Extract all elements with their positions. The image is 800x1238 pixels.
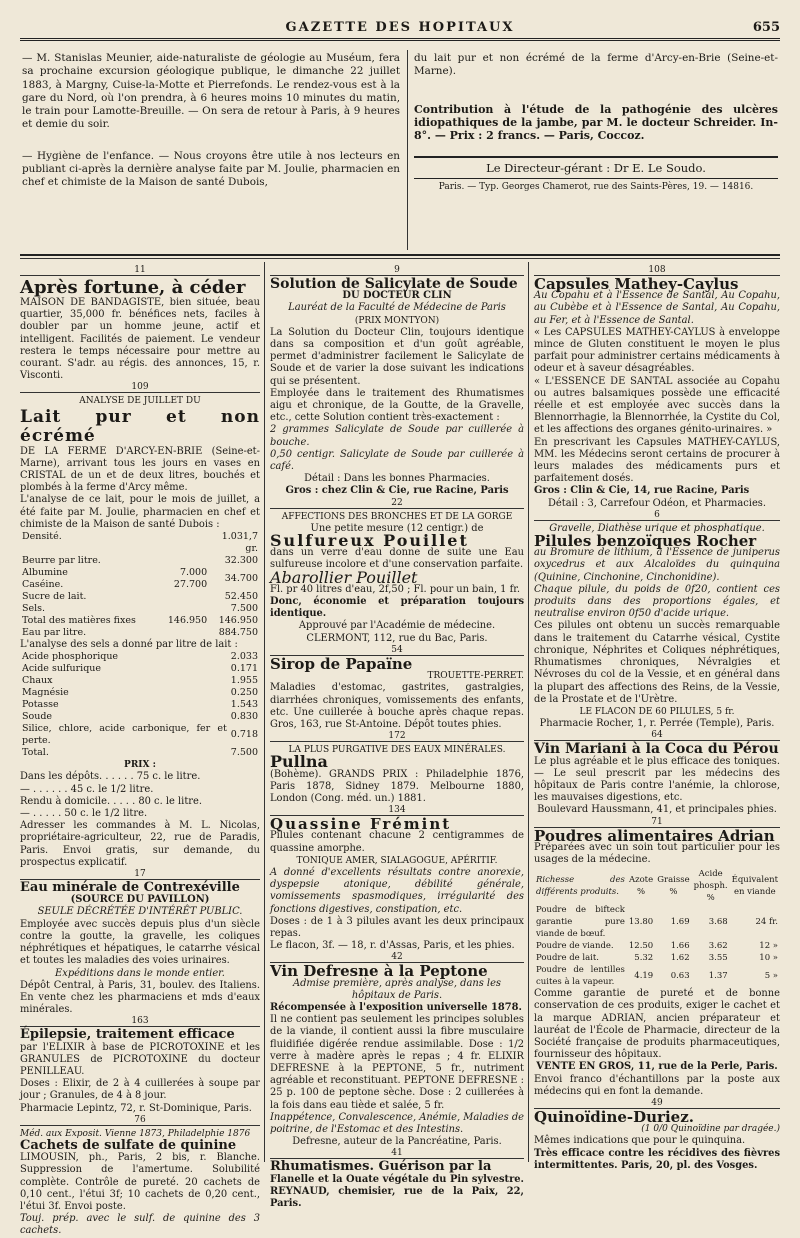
ad-body: Il ne contient pas seulement les principes solubles de la viande, il contient aussi la fibre musculaire fluidifiée digérée rendue assimilable. Dose : 1/2 verre à madère après le repas ; 4 fr. ELIXIR DEFRESNE à la PEPTONE, 5 fr., nutriment agréable et reconstituant. PEPTONE DEFRESNE : 25 p. 100 de peptone sèche. Dose : 2 cuillerées à la fois dans eau tiède et salée, 5 fr. [270, 1014, 524, 1111]
table-row: Sels. 7.500 [22, 603, 258, 615]
signature: Abarollier Pouillet [270, 567, 418, 587]
ad-body: Doses : de 1 à 3 pilules avant les deux principaux repas. [270, 915, 524, 939]
ad-subtitle: SEULE DÉCRÉTÉE D'INTÉRÊT PUBLIC. [37, 906, 243, 918]
ad-body-apres: MAISON DE BANDAGISTE, bien située, beau quartier, 35,000 fr. bénéfices nets, faciles à doubler par un homme jeune, actif et intelligent. Facilités de paiement. Le vendeur restera le temps nécessaire pour mettre au courant. S'adr. au régis. des annonces, 15, r. Visconti. [20, 297, 260, 382]
ad-body: Chaque pilule, du poids de 0f20, contient ces produits dans des proportions égales, et neutralise environ 0f50 d'acide urique. [534, 583, 780, 620]
ad-title-apres: Après fortune, à céder [20, 277, 246, 298]
ad-number: 108 [534, 265, 780, 276]
news-right [414, 52, 778, 194]
ad-body: 0,50 centigr. Salicylate de Soude par cuillerée à café. [270, 448, 524, 473]
ad-title-pullna: Pullna [270, 752, 328, 772]
ad-title-quassine: Quassine Frémint [270, 815, 452, 834]
salts-table [20, 651, 260, 759]
ad-subtitle: (SOURCE DU PAVILLON) [70, 894, 210, 906]
ad-title-sirop: Sirop de Papaïne [270, 654, 413, 673]
ad-body: A donné d'excellents résultats contre anorexie, dyspepsie atonique, débilité générale, vomissements spasmodiques, irrégularité des fonctions digestives, constipation, etc. [270, 866, 524, 915]
ad-body: TONIQUE AMER, SIALAGOGUE, APÉRITIF. [296, 855, 498, 866]
table-row: Poudre de bifteck garantie pure viande de bœuf. 13.80 1.69 3.68 24 fr. [536, 905, 778, 940]
ad-number: 71 [534, 817, 780, 828]
ad-body: « L'ESSENCE DE SANTAL associée au Copahu ou autres balsamiques possède une efficacité réelle et est employée avec succès dans la Blennorrhagie, la Blennorrhée, la Cystite du Col, et les affections des organes génito-urinaires. » [534, 375, 780, 436]
ad-body: LIMOUSIN, ph., Paris, 2 bis, r. Blanche. Suppression de l'amertume. Solubilité complète. Contrôle de pureté. 20 cachets de 0,10 cent., l'étui 3f; 10 cachets de 0,20 cent., l'étui 3f. Envoi poste. [20, 1152, 260, 1212]
ad-number: 49 [534, 1098, 780, 1109]
ad-body: Récompensée à l'exposition universelle 1878. [270, 1001, 522, 1013]
table-row: Silice, chlore, acide carbonique, fer et perte. 0.718 [22, 723, 258, 747]
milk-analysis-table [20, 531, 260, 639]
ads-column-2 [270, 265, 524, 1210]
ads-column-3 [534, 265, 780, 1171]
ad-medals: Méd. aux Exposit. Vienne 1873, Philadelphie 1876 [20, 1128, 251, 1139]
ad-subtitle: AFFECTIONS DES BRONCHES ET DE LA GORGE [281, 511, 513, 522]
ad-body: Employée avec succès depuis plus d'un siècle contre la goutte, la gravelle, les coliques néphrétiques et hépatiques, le catarrhe vésical et toutes les maladies des voies urinaires. [20, 918, 260, 967]
ad-title-capsules: Capsules Mathey-Caylus [534, 275, 739, 293]
ad-title-contrexeville: Eau minérale de Contrexéville [20, 880, 240, 896]
table-row: Albumine 7.000 34.700 [22, 567, 258, 585]
journal-title: GAZETTE DES HOPITAUX [285, 20, 515, 35]
table-row: Poudre de lentilles cuites à la vapeur. 4.19 0.63 1.37 5 » [536, 965, 778, 988]
ad-body: Inappétence, Convalescence, Anémie, Maladies de poitrine, de l'Estomac et des Intestins. [270, 1111, 524, 1135]
table-row: Acide phosphorique 2.033 [22, 651, 258, 663]
prix-line: — . . . . . . 45 c. le 1/2 litre. [20, 783, 154, 795]
table-row: Sucre de lait. 52.450 [22, 591, 258, 603]
ad-body: Préparées avec un soin tout particulier pour les usages de la médecine. [534, 841, 780, 865]
ad-number: 64 [534, 730, 780, 741]
ad-subtitle: Une petite mesure (12 centigr.) de [310, 522, 484, 534]
prix-line: Dans les dépôts. . . . . . 75 c. le litre. [20, 771, 201, 783]
news-hygiene: — Hygiène de l'enfance. — Nous croyons être utile à nos lecteurs en publiant ci-après la dernière analyse faite par M. Joulie, pharmacien en chef et chimiste de la Maison de santé Dubois, [22, 149, 400, 189]
ad-body: « Les CAPSULES MATHEY-CAYLUS à enveloppe mince de Gluten constituent le moyen le plus parfait pour administrer certains médicaments à odeur et à saveur désagréables. [534, 326, 780, 375]
ad-body: Employée dans le traitement des Rhumatismes aigu et chronique, de la Goutte, de la Gravelle, etc., cette Solution contient très-exactement : [270, 387, 524, 424]
ads-top-rule [20, 254, 780, 256]
ad-body: Flanelle et la Ouate végétale du Pin sylvestre. REYNAUD, chemisier, rue de la Paix, 22, Paris. [270, 1173, 524, 1210]
ad-subtitle: DU DOCTEUR CLIN [342, 290, 452, 302]
prix-line: Rendu à domicile. . . . . 80 c. le litre. [20, 795, 202, 807]
analyse-heading: ANALYSE DE JUILLET DU [79, 396, 201, 407]
table-header-row: Richesse des différents produits. Azote % Graisse % Acide phosph. % Équivalent en viande [536, 869, 778, 904]
ad-number: 172 [270, 731, 524, 742]
page-header [20, 18, 780, 41]
ad-number: 17 [20, 869, 260, 880]
ad-body: dans un verre d'eau donne de suite une Eau sulfureuse incolore et d'une conservation parfaite. [270, 547, 524, 571]
ad-body: 2 grammes Salicylate de Soude par cuillerée à bouche. [270, 424, 524, 448]
table-row: Potasse 1.543 [22, 699, 258, 711]
ad-body: (Bohème). GRANDS PRIX : Philadelphie 1876, Paris 1878, Sidney 1879. Melbourne 1880, London (Cong. méd. un.) 1881. [270, 768, 524, 804]
ad-body: Ces pilules ont obtenu un succès remarquable dans le traitement du Catarrhe vésical, Cystite chronique, Néphrites et Coliques néphrétiques, Rhumatismes chroniques, Névralgies et Névroses du col de la Vessie, et en général dans la plupart des affections des Reins, de la Vessie, de la Prostate et de l'Urètre. [534, 620, 780, 705]
ad-number: 9 [270, 265, 524, 276]
column-rule [407, 50, 408, 250]
ad-body: Au Copahu et à l'Essence de Santal, Au Copahu, au Cubèbe et à l'Essence de Santal, Au Copahu, au Fer, et à l'Essence de Santal. [534, 290, 780, 326]
ad-body: Touj. prép. avec le sulf. de quinine des 3 cachets. [20, 1213, 260, 1237]
ad-number: 54 [270, 645, 524, 656]
ad-body: au Bromure de lithium, à l'Essence de juniperus oxycedrus et aux Alcaloïdes du quinquina (Quinine, Cinchonine, Cinchonidine). [534, 547, 780, 583]
unit-gr: gr. [245, 543, 258, 555]
ad-body: Très efficace contre les récidives des fièvres intermittentes. Paris, 20, pl. des Vosges. [534, 1147, 780, 1171]
ad-body: Mêmes indications que pour le quinquina. [534, 1135, 746, 1147]
ad-body: Fl. pr 40 litres d'eau, 2f,50 ; Fl. pour un bain, 1 fr. [270, 583, 521, 595]
table-row: Total des matières fixes 146.950 146.950 [22, 615, 258, 627]
ad-body: Dépôt Central, à Paris, 31, boulev. des Italiens. En vente chez les pharmaciens et mds d'eaux minérales. [20, 979, 260, 1016]
ad-body: Pharmacie Lepintz, 72, r. St-Dominique, Paris. [20, 1102, 252, 1114]
table-row: Caséine. 27.700 [22, 579, 208, 591]
table-row: Soude 0.830 [22, 711, 258, 723]
ad-body: Boulevard Haussmann, 41, et principales phies. [537, 804, 777, 816]
sels-heading: L'analyse des sels a donné par litre de lait : [20, 639, 238, 651]
ad-body: Donc, économie et préparation toujours identique. [270, 596, 524, 620]
ad-body: Le flacon, 3f. — 18, r. d'Assas, Paris, et les phies. [270, 940, 515, 952]
ad-number: 134 [270, 805, 524, 816]
table-row: Acide sulfurique 0.171 [22, 663, 258, 675]
ad-title-lait: Lait pur et non écrémé [20, 406, 260, 446]
ad-number: 6 [534, 510, 780, 521]
ad-title-pilules: Pilules benzoïques Rocher [534, 532, 757, 551]
table-row: Magnésie 0.250 [22, 687, 258, 699]
ad-body: Maladies d'estomac, gastrites, gastralgies, diarrhées chroniques, vomissements des enfants, etc. Une cuillerée à bouche après chaque repas. Gros, 163, rue St-Antoine. Dépôt toutes phies. [270, 682, 524, 730]
ad-subtitle: Gravelle, Diathèse urique et phosphatique. [549, 522, 765, 534]
ad-title-quinoidine: Quinoïdine-Duriez. [534, 1107, 694, 1126]
ad-body: Defresne, auteur de la Pancréatine, Paris. [292, 1136, 502, 1148]
ad-body: Détail : 3, Carrefour Odéon, et Pharmacies. [547, 497, 767, 509]
ad-number: 22 [270, 498, 524, 509]
page-number: 655 [752, 20, 780, 35]
ad-subtitle: (1 0/0 Quinoïdine par dragée.) [641, 1124, 780, 1135]
ad-title-vin-defresne: Vin Defresne à la Peptone [270, 962, 488, 981]
news-lait-suite: du lait pur et non écrémé de la ferme d'Arcy-en-Brie (Seine-et-Marne). [414, 52, 778, 78]
ad-body: Doses : Elixir, de 2 à 4 cuillerées à soupe par jour ; Granules, de 4 à 8 jour. [20, 1078, 260, 1102]
ad-body: Envoi franco d'échantillons par la poste aux médecins qui en font la demande. [534, 1073, 780, 1097]
ad-number: 41 [270, 1148, 524, 1159]
ad-number: 11 [20, 265, 260, 276]
ad-number: 109 [20, 382, 260, 393]
ad-body: Pilules contenant chacune 2 centigrammes de quassine amorphe. [270, 830, 524, 854]
news-excursion: — M. Stanislas Meunier, aide-naturaliste de géologie au Muséum, fera sa prochaine excursion géologique publique, le dimanche 22 juillet 1883, à Margny, Cuise-la-Motte et Pierrefonds. Le rendez-vous est à la gare du Nord, où l'on prendra, à 6 heures moins 10 minutes du matin, le train pour Lamotte-Breuille. — On sera de retour à Paris, à 9 heures et demie du soir. [22, 52, 400, 131]
printer-line: Paris. — Typ. Georges Chamerot, rue des Saints-Pères, 19. — 14816. [438, 181, 754, 192]
ad-subtitle: TROUETTE-PERRET. [427, 671, 524, 682]
ad-number: 163 [20, 1016, 260, 1027]
ad-body-lait: DE LA FERME D'ARCY-EN-BRIE (Seine-et-Marne), arrivant tous les jours en vases en CRISTAL de un et de deux litres, bouchés et plombés à la ferme d'Arcy même. [20, 445, 260, 494]
ad-number: 42 [270, 952, 524, 963]
ad-title-epilepsie: Épilepsie, traitement efficace [20, 1027, 235, 1043]
ad-subtitle: LA PLUS PURGATIVE DES EAUX MINÉRALES. [288, 745, 506, 756]
table-row: Beurre par litre. 32.300 [22, 555, 258, 567]
ad-subtitle: Lauréat de la Faculté de Médecine de Paris [288, 302, 506, 314]
ad-body: LE FLACON DE 60 PILULES, 5 fr. [579, 706, 735, 717]
ad-body: Gros : chez Clin & Cie, rue Racine, Paris [285, 485, 509, 497]
ad-body: VENTE EN GROS, 11, rue de la Perle, Paris. [536, 1061, 778, 1073]
ad-body: Le plus agréable et le plus efficace des toniques. — Le seul prescrit par les médecins des hôpitaux de Paris contre l'anémie, la chlorose, les mauvaises digestions, etc. [534, 755, 780, 804]
contribution-notice: Contribution à l'étude de la pathogénie des ulcères idiopathiques de la jambe, par M. le docteur Schreider. In-8°. — Prix : 2 francs. — Paris, Coccoz. [414, 102, 778, 143]
ad-body: Comme garantie de pureté et de bonne conservation de ces produits, exiger le cachet et la marque ADRIAN, ancien préparateur et lauréat de l'École de Pharmacie, directeur de la Société française de produits pharmaceutiques, fournisseur des hôpitaux. [534, 988, 780, 1061]
ad-body: par l'ELIXIR à base de PICROTOXINE et les GRANULES de PICROTOXINE du docteur PENILLEAU. [20, 1041, 260, 1077]
prix-heading: PRIX : [124, 760, 156, 771]
ad-number: 76 [20, 1115, 260, 1126]
ad-body: CLERMONT, 112, rue du Bac, Paris. [306, 632, 488, 644]
news-left [22, 52, 400, 190]
ad-body: En prescrivant les Capsules MATHEY-CAYLUS, MM. les Médecins seront certains de procurer à leurs malades des médicaments purs et parfaitement dosés. [534, 436, 780, 485]
ad-body: Pharmacie Rocher, 1, r. Perrée (Temple), Paris. [539, 718, 775, 730]
table-row: Poudre de lait. 5.32 1.62 3.55 10 » [536, 953, 778, 964]
table-row: Total. 7.500 [22, 747, 258, 759]
prix-body: Adresser les commandes à M. L. Nicolas, propriétaire-agriculteur, 22, rue de Paradis, Paris. Envoi gratis, sur demande, du prospectus explicatif. [20, 820, 260, 868]
table-row: Chaux 1.955 [22, 675, 258, 687]
ad-body: Admise première, après analyse, dans les hôpitaux de Paris. [292, 977, 501, 1001]
prix-line: — . . . . . 50 c. le 1/2 litre. [20, 808, 148, 820]
ad-body: Détail : Dans les bonnes Pharmacies. [304, 473, 490, 485]
ad-body: Approuvé par l'Académie de médecine. [298, 620, 496, 632]
ad-body: Expéditions dans le monde entier. [55, 967, 225, 979]
ad-title-cachets: Cachets de sulfate de quinine [20, 1137, 237, 1153]
ad-title-poudres: Poudres alimentaires Adrian [534, 826, 775, 845]
table-row: Poudre de viande. 12.50 1.66 3.62 12 » [536, 941, 778, 952]
ad-body: Gros : Clin & Cie, 14, rue Racine, Paris [534, 485, 750, 497]
ad-subtitle: (PRIX MONTYON) [354, 315, 440, 326]
directeur-gerant: Le Directeur-gérant : Dr E. Le Soudo. [486, 161, 706, 176]
ad-body-lait-2: L'analyse de ce lait, pour le mois de juillet, a été faite par M. Joulie, pharmacien en chef et chimiste de la Maison de santé Dubois : [20, 494, 260, 530]
poudres-table [534, 868, 780, 988]
ad-title-salicylate: Solution de Salicylate de Soude [270, 276, 518, 292]
table-row: Eau par litre. 884.750 [22, 627, 258, 639]
table-row: Densité. 1.031,7 [22, 531, 258, 543]
ad-title-rhumatismes: Rhumatismes. Guérison par la [270, 1159, 492, 1175]
ad-body: La Solution du Docteur Clin, toujours identique dans sa composition et d'un goût agréable, permet d'administrer facilement le Salicylate de Soude et de varier la dose suivant les indications qui se présentent. [270, 326, 524, 387]
ad-title-sulfureux: Sulfureux Pouillet [270, 531, 469, 551]
ad-title-vin-mariani: Vin Mariani à la Coca du Pérou [534, 741, 779, 758]
ads-column-1 [20, 265, 260, 1237]
